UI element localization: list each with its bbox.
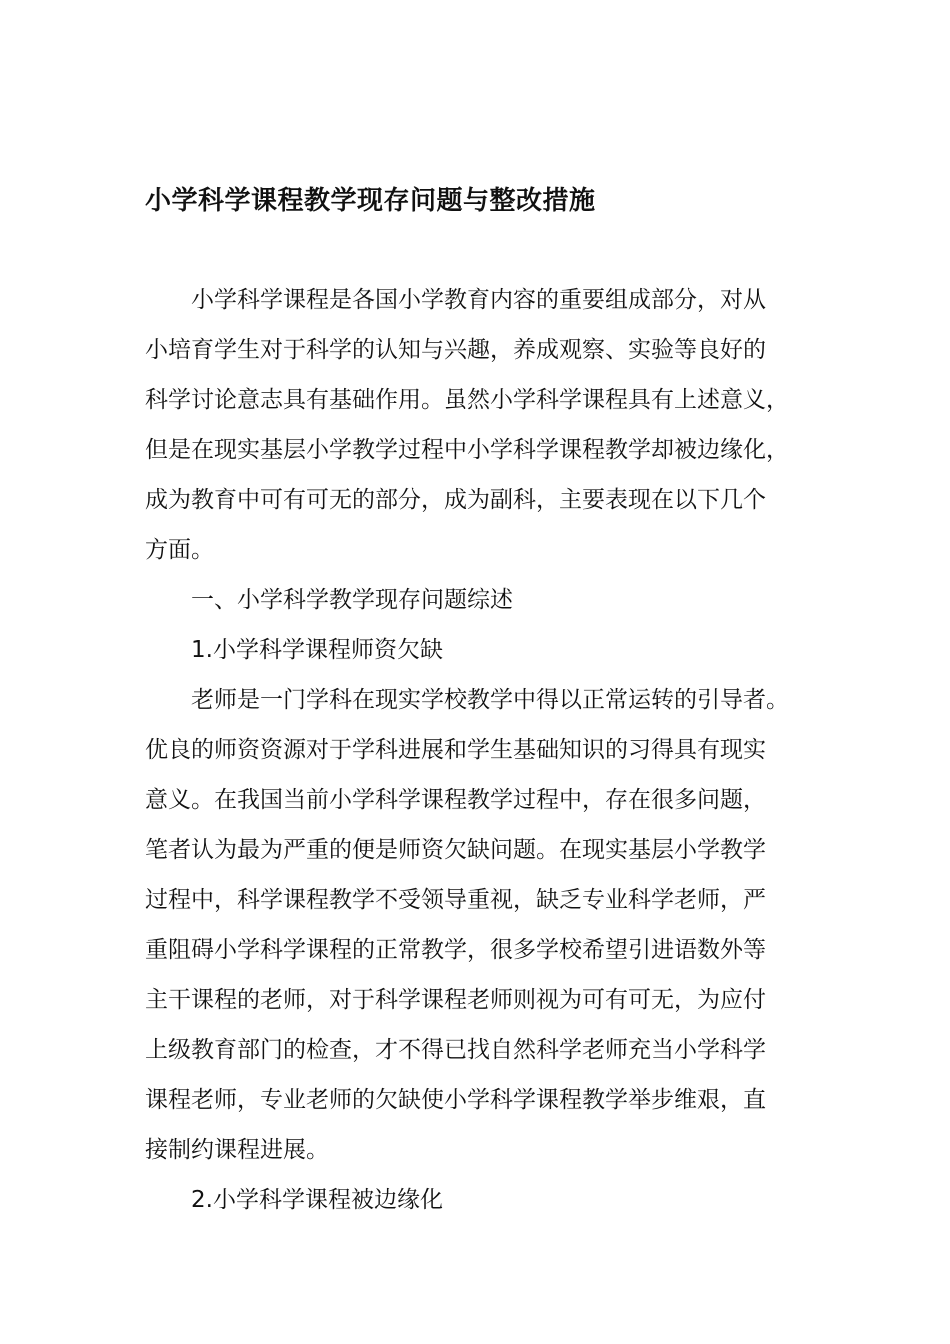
paragraph-line: 过程中，科学课程教学不受领导重视，缺乏专业科学老师，严 — [145, 887, 766, 913]
paragraph-line: 但是在现实基层小学教学过程中小学科学课程教学却被边缘化， — [145, 437, 789, 463]
subsection-heading: 2.小学科学课程被边缘化 — [191, 1187, 443, 1213]
paragraph-line: 优良的师资资源对于学科进展和学生基础知识的习得具有现实 — [145, 737, 766, 763]
paragraph-line: 成为教育中可有可无的部分，成为副科，主要表现在以下几个 — [145, 487, 766, 513]
paragraph-line: 上级教育部门的检查，才不得已找自然科学老师充当小学科学 — [145, 1037, 766, 1063]
subsection-heading: 1.小学科学课程师资欠缺 — [191, 637, 443, 663]
paragraph-line: 小学科学课程是各国小学教育内容的重要组成部分，对从 — [191, 287, 766, 313]
paragraph-line: 老师是一门学科在现实学校教学中得以正常运转的引导者。 — [191, 687, 789, 713]
paragraph-line: 科学讨论意志具有基础作用。虽然小学科学课程具有上述意义， — [145, 387, 789, 413]
paragraph-line: 主干课程的老师，对于科学课程老师则视为可有可无，为应付 — [145, 987, 766, 1013]
paragraph-line: 小培育学生对于科学的认知与兴趣，养成观察、实验等良好的 — [145, 337, 766, 363]
paragraph-line: 笔者认为最为严重的便是师资欠缺问题。在现实基层小学教学 — [145, 837, 766, 863]
paragraph-line: 重阻碍小学科学课程的正常教学，很多学校希望引进语数外等 — [145, 937, 766, 963]
paragraph-line: 课程老师，专业老师的欠缺使小学科学课程教学举步维艰，直 — [145, 1087, 766, 1113]
paragraph-line: 意义。在我国当前小学科学课程教学过程中，存在很多问题， — [145, 787, 766, 813]
paragraph-line: 接制约课程进展。 — [145, 1137, 329, 1163]
document-title: 小学科学课程教学现存问题与整改措施 — [145, 186, 596, 216]
section-heading: 一、小学科学教学现存问题综述 — [191, 587, 513, 613]
paragraph-line: 方面。 — [145, 537, 214, 563]
